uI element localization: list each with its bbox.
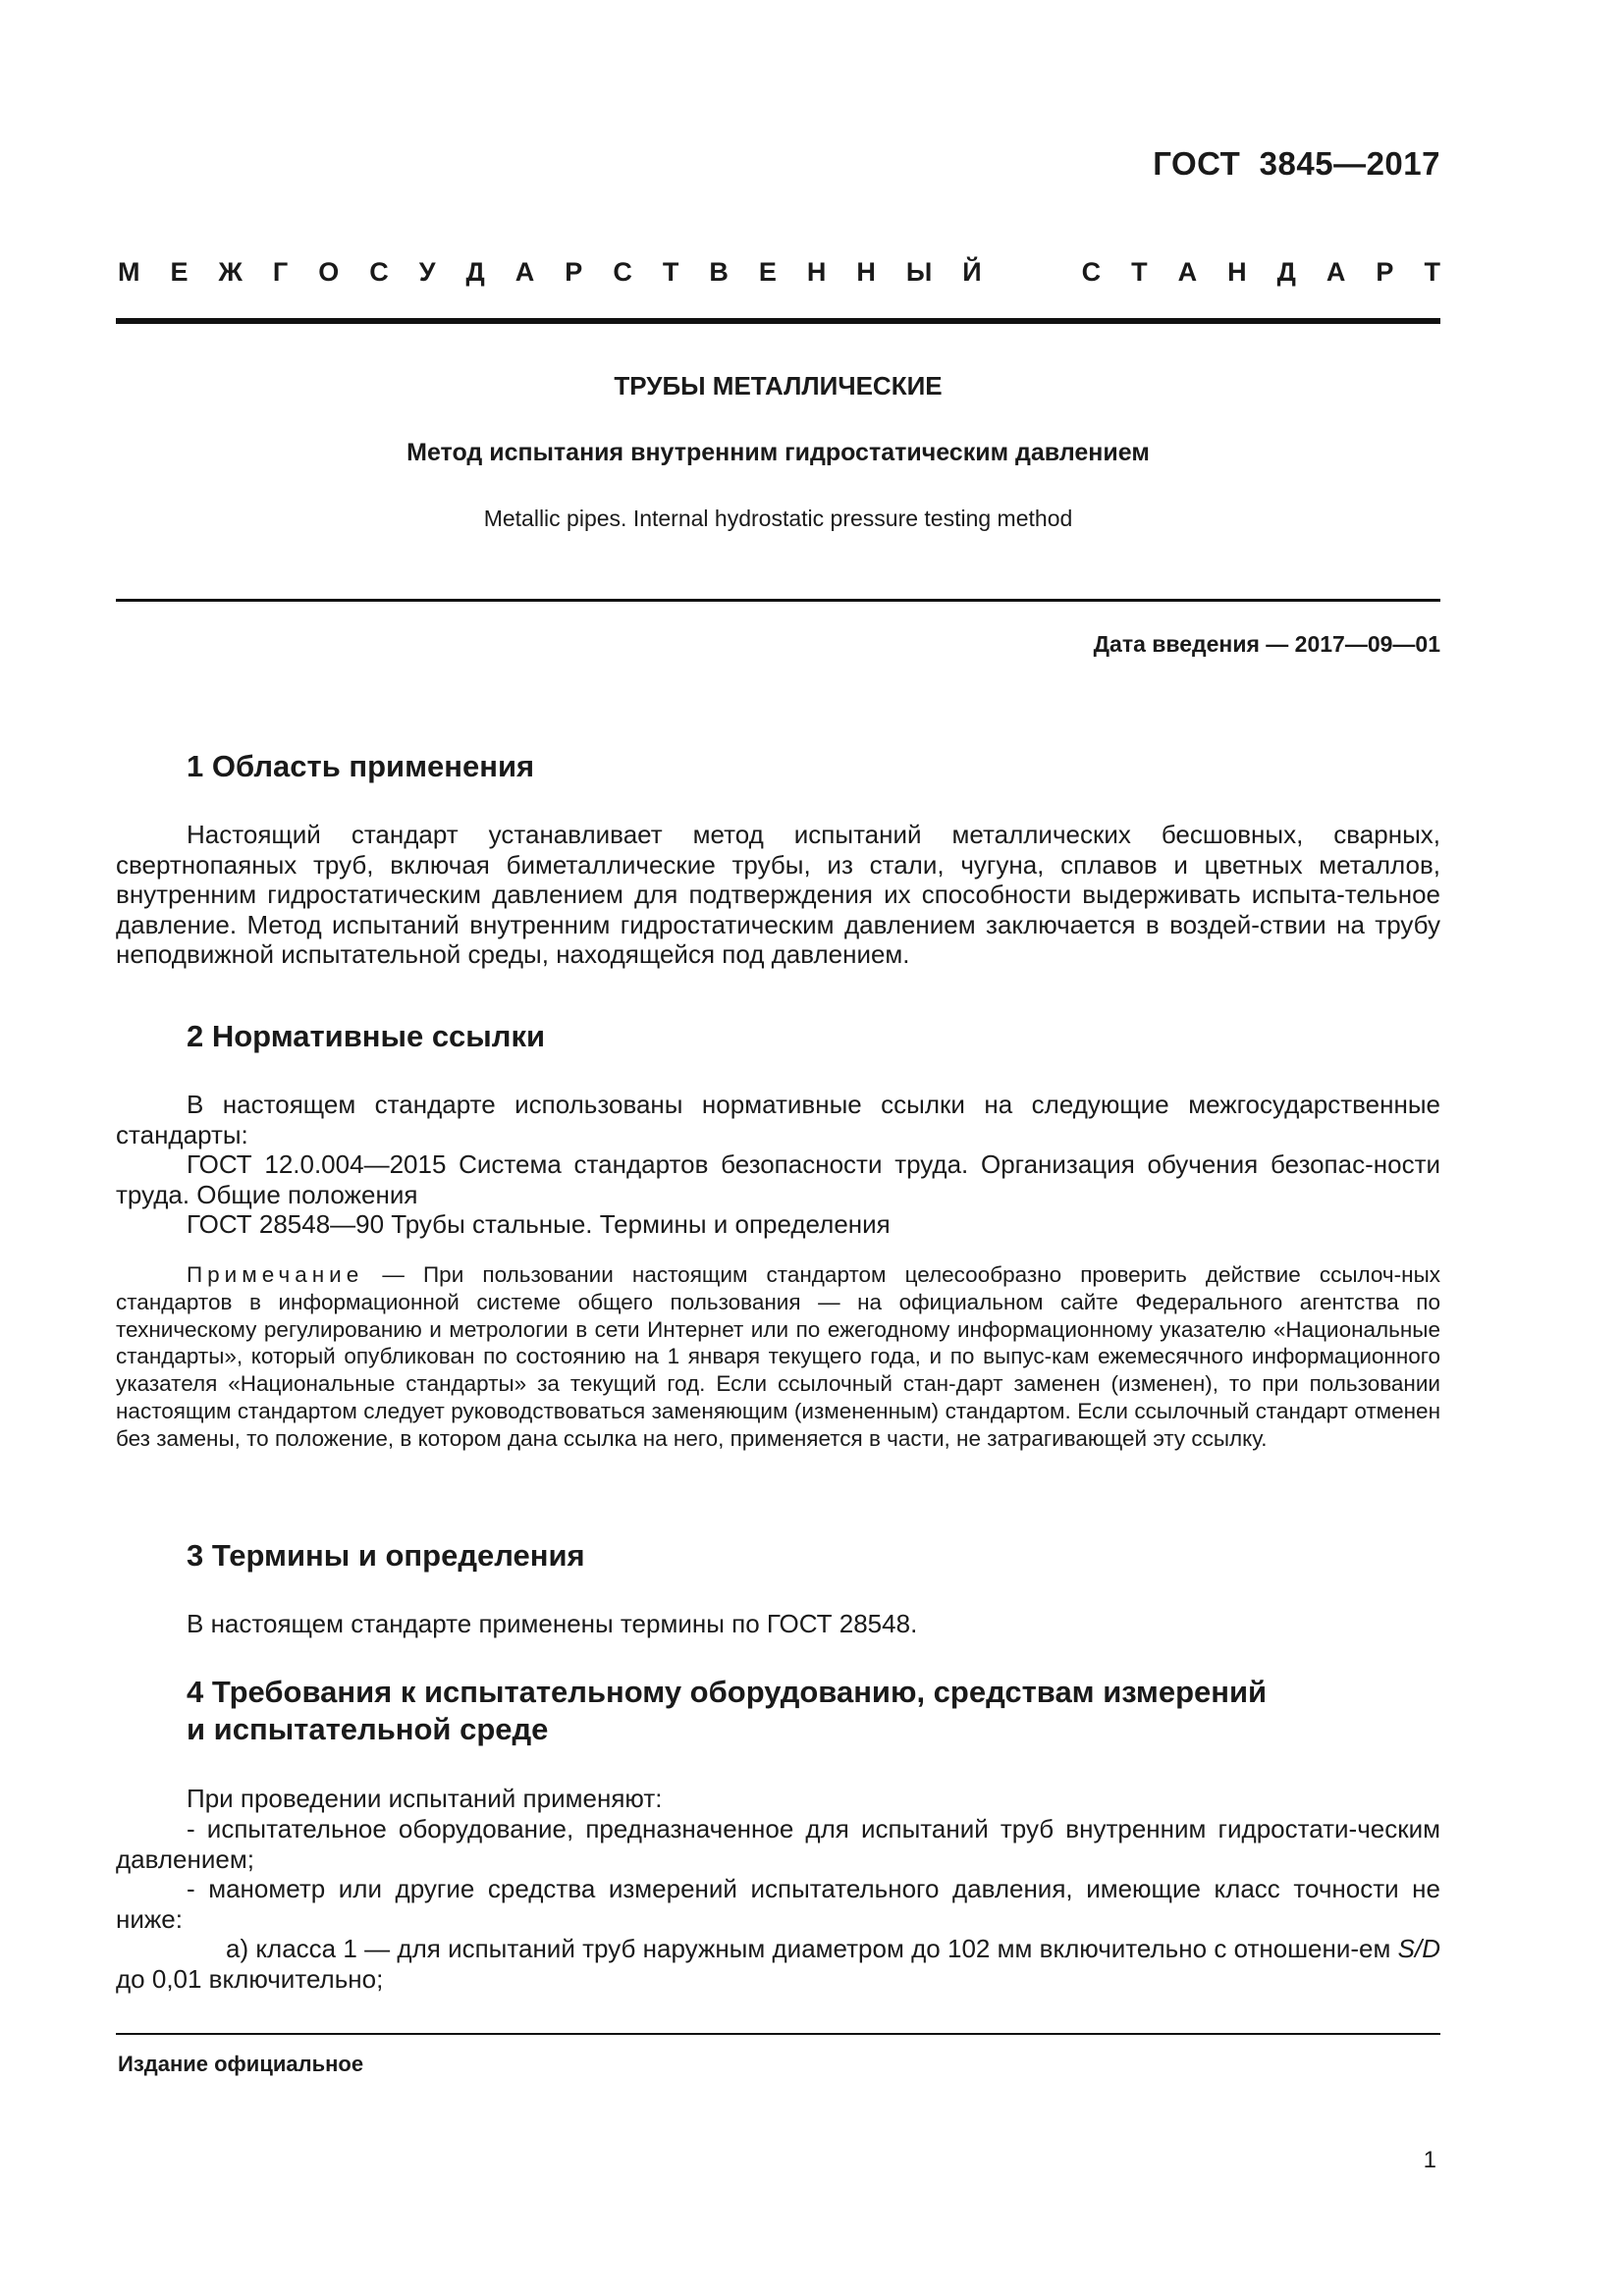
banner-letter: Д	[1276, 257, 1296, 287]
banner-letter: Г	[272, 257, 289, 287]
section-2-heading: 2 Нормативные ссылки	[187, 1019, 546, 1053]
section-1-heading: 1 Область применения	[187, 749, 535, 783]
header-thick-rule	[116, 318, 1440, 324]
section-4-heading	[187, 1674, 1440, 1748]
banner-letter: Т	[662, 257, 679, 287]
banner-letter: Р	[565, 257, 583, 287]
document-subtitle: Метод испытания внутренним гидростатическим давлением	[406, 439, 1150, 466]
section-1-paragraph: Настоящий стандарт устанавливает метод испытаний металлических бесшовных, сварных, свертнопаяных труб, включая биметаллические трубы, из стали, чугуна, сплавов и цветных металлов, внутренним гидростатическим давлением для подтверждения их способности выдерживать испыта-тельное давление. Метод испытаний внутренним гидростатическим давлением заключается в воздей-ствии на трубу неподвижной испытательной среды, находящейся под давлением.	[116, 820, 1440, 969]
title-rule	[116, 599, 1440, 602]
note-text: — При пользовании настоящим стандартом целесообразно проверить действие ссылоч-ных стандартов в информационной системе общего пользования — на официальном сайте Федерального агентства по техническому регулированию и метрологии в сети Интернет или по ежегодному информационному указателю «Национальные стандарты», который опубликован по состоянию на 1 января текущего года, и по выпус-кам ежемесячного информационного указателя «Национальные стандарты» за текущий год. Если ссылочный стан-дарт заменен (изменен), то при пользовании настоящим стандартом следует руководствоваться заменяющим (измененным) стандартом. Если ссылочный стандарт отменен без замены, то положение, в котором дана ссылка на него, применяется в части, не затрагивающей эту ссылку.	[116, 1262, 1440, 1451]
section-4-list-item-manometer: - манометр или другие средства измерений испытательного давления, имеющие класс точности не ниже:	[116, 1874, 1440, 1934]
banner-letter: Ы	[905, 257, 933, 287]
banner-letter: Н	[856, 257, 876, 287]
section-4-list-item-equipment: - испытательное оборудование, предназначенное для испытаний труб внутренним гидростати-ческим давлением;	[116, 1814, 1440, 1874]
section-4-heading-line-1: 4 Требования к испытательному оборудованию, средствам измерений	[187, 1675, 1268, 1709]
banner-letter: А	[1325, 257, 1346, 287]
section-3-heading: 3 Термины и определения	[187, 1538, 585, 1573]
banner-letter: С	[1081, 257, 1102, 287]
banner-letter: С	[613, 257, 632, 287]
banner-letter: Е	[758, 257, 777, 287]
banner-letter: В	[709, 257, 729, 287]
introduction-date: Дата введения — 2017—09—01	[1093, 631, 1440, 657]
ratio-symbol: S/D	[1397, 1934, 1440, 1963]
banner-letter: А	[514, 257, 535, 287]
class-1-text-end: до 0,01 включительно;	[116, 1963, 384, 1994]
banner-letter: Т	[1131, 257, 1148, 287]
banner-letter: Д	[465, 257, 485, 287]
section-4-list-item-class-1	[116, 1934, 1440, 1994]
section-4-paragraph: При проведении испытаний применяют:	[187, 1784, 663, 1813]
reference-gost-28548: ГОСТ 28548—90 Трубы стальные. Термины и определения	[187, 1209, 891, 1239]
banner-letter: Ж	[218, 257, 243, 287]
note-label: Примечание	[187, 1262, 364, 1287]
page-number: 1	[1423, 2147, 1436, 2173]
section-2-paragraph: В настоящем стандарте использованы нормативные ссылки на следующие межгосударственные стандарты:	[116, 1090, 1440, 1149]
banner-word-gap	[1012, 257, 1052, 288]
class-1-text: а) класса 1 — для испытаний труб наружным диаметром до 102 мм включительно с отношени-ем	[226, 1934, 1398, 1963]
banner-letter: А	[1177, 257, 1198, 287]
banner-letter: Й	[962, 257, 982, 287]
edition-label: Издание официальное	[118, 2052, 364, 2076]
section-3-paragraph: В настоящем стандарте применены термины по ГОСТ 28548.	[187, 1609, 918, 1638]
banner-letter: М	[118, 257, 140, 287]
banner-letter: Т	[1424, 257, 1440, 287]
footer-rule	[116, 2033, 1440, 2035]
document-number: ГОСТ 3845—2017	[1153, 145, 1440, 182]
banner-letter: У	[418, 257, 436, 287]
banner-letter: Е	[170, 257, 189, 287]
standard-type-banner	[118, 257, 1440, 288]
reference-gost-12-0-004: ГОСТ 12.0.004—2015 Система стандартов безопасности труда. Организация обучения безопас-ности труда. Общие положения	[116, 1149, 1440, 1209]
document-title-english: Metallic pipes. Internal hydrostatic pressure testing method	[483, 506, 1073, 531]
banner-letter: Р	[1376, 257, 1394, 287]
banner-letter: О	[318, 257, 340, 287]
banner-letter: Н	[1227, 257, 1247, 287]
document-title: ТРУБЫ МЕТАЛЛИЧЕСКИЕ	[614, 371, 943, 400]
section-4-heading-line-2: и испытательной среде	[187, 1712, 549, 1746]
section-2-note	[116, 1261, 1440, 1453]
banner-letter: Н	[806, 257, 827, 287]
banner-letter: С	[369, 257, 389, 287]
